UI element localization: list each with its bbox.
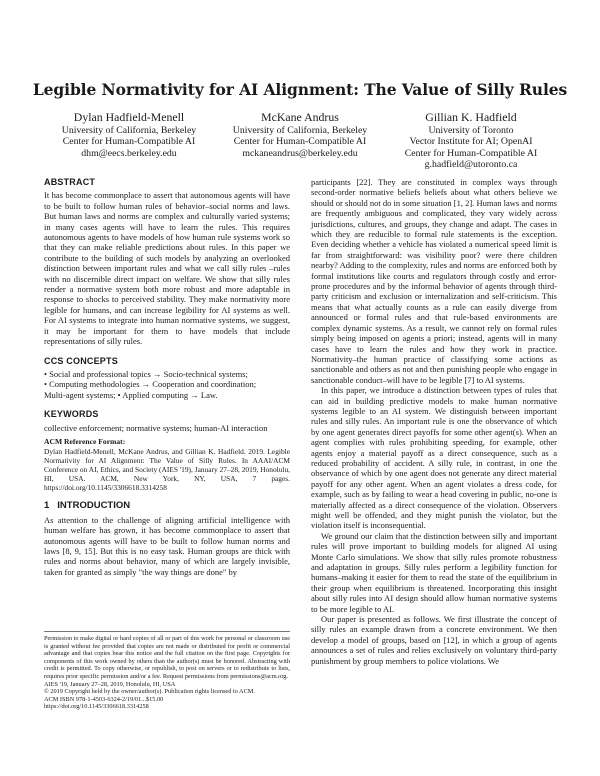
author-affiliation: Center for Human-Compatible AI (404, 147, 538, 159)
reference-format-text: Dylan Hadfield-Menell, McKane Andrus, and Gillian K. Hadfield. 2019. Legible Normativity for AI Alignment: The Value of Silly Rules. In AAAI/ACM Conference on AI, Ethics, and Society (AIES '19), January 27–28, 2019, Honolulu, HI, USA. ACM, New York, NY, USA, 7 pages. https://doi.org/10.1145/3306618.3314258 (44, 447, 290, 493)
section-number: 1 (44, 500, 50, 512)
keywords-heading: KEYWORDS (44, 409, 99, 420)
ccs-heading: CCS CONCEPTS (44, 355, 118, 366)
author-affiliation: University of Toronto (428, 125, 514, 136)
author-name: Gillian K. Hadfield (425, 110, 517, 124)
body-paragraph: We ground our claim that the distinction between silly and important rules will prove important to building models for aligned AI using Monte Carlo simulations. We show that silly rules promote robustness and adaptation in groups. Silly rules perform a legibility function for humans–making it easier for them to read the state of the equilibrium in their group when equilibrium is threatened. Incorporating this insight about silly rules into AI design should allow human normative systems to be more legible to AI. (311, 530, 557, 614)
introduction-heading (44, 501, 290, 511)
author-affiliation: University of California, Berkeley (61, 125, 197, 136)
author-name: McKane Andrus (261, 110, 339, 124)
ccs-concept: • Computing methodologies → Cooperation and coordination; (44, 379, 257, 390)
author-name: Dylan Hadfield-Menell (73, 110, 185, 124)
author-email[interactable]: g.hadfield@utoronto.ca (424, 158, 518, 170)
author-email[interactable]: mckaneandrus@berkeley.edu (242, 147, 358, 159)
author-affiliation: Center for Human-Compatible AI (62, 136, 196, 148)
author-block (44, 110, 556, 170)
left-column (44, 177, 290, 577)
keywords-text: collective enforcement; normative systems; human-AI interaction (44, 422, 268, 433)
conference-line: AIES '19, January 27–28, 2019, Honolulu, HI, USA (44, 680, 176, 688)
author-email[interactable]: dhm@eecs.berkeley.edu (81, 147, 177, 159)
permission-notice: Permission to make digital or hard copies of all or part of this work for personal or classroom use is granted without fee provided that copies are not made or distributed for profit or commercial advantage and that copies bear this notice and the full citation on the first page. Copyrights for components of this work owned by others than the author(s) must be honored. Abstracting with credit is permitted. To copy otherwise, or republish, to post on servers or to redistribute to lists, requires prior specific permission and/or a fee. Request permissions from permissions@acm.org. (44, 635, 290, 680)
author-affiliation: University of California, Berkeley (232, 125, 368, 136)
author-2 (215, 110, 385, 170)
ccs-concept: Multi-agent systems; • Applied computing → Law. (44, 389, 218, 400)
author-1 (44, 110, 214, 170)
copyright-line: © 2019 Copyright held by the owner/author(s). Publication rights licensed to ACM. (44, 688, 255, 696)
abstract-text: It has become commonplace to assert that autonomous agents will have to be built to follow human rules of behavior–social norms and laws. But human laws and norms are complex and culturally varied systems; in many cases agents will have to learn the rules. This requires autonomous agents to have models of how human rule systems work so that they can make reliable predictions about rules. In this paper we contribute to the building of such models by analyzing an overlooked distinction between important rules and what we call silly rules –rules with no discernible direct impact on welfare. We show that silly rules render a normative system both more robust and more adaptable in response to shocks to perceived stability. They make normativity more legible for humans, and can increase legibility for AI systems as well. For AI systems to integrate into human normative systems, we suggest, it may be important for them to have models that include representations of silly rules. (44, 190, 290, 347)
abstract-heading: ABSTRACT (44, 177, 96, 187)
introduction-text: As attention to the challenge of aligning artificial intelligence with human welfare has grown, it has become commonplace to assert that autonomous agents will have to be built to follow human norms and laws [8, 9, 15]. But this is no easy task. Human groups are thick with rules and norms about behavior, many of which are largely invisible, taken for granted as simply "the way things are done" by (44, 514, 290, 577)
copyright-footnote (44, 631, 290, 711)
right-column (311, 177, 557, 666)
ccs-concept: • Social and professional topics → Socio-technical systems; (44, 368, 248, 379)
reference-format-heading: ACM Reference Format: (44, 436, 126, 446)
body-paragraph: In this paper, we introduce a distinction between types of rules that can aid in building predictive models to make human normative systems legible to an AI system. We distinguish between important rules and silly rules. An important rule is one the observance of which by one agent generates direct payoffs for some other agent(s). When an agent complies with rules prohibiting speeding, for example, other agents enjoy a material payoff as a direct consequence, such as a reduced probability of accident. A silly rule, in contrast, in one the observance of which by one agent does not generate any direct material payoff for any other agent. When an agent violates a dress code, for example, such as by failing to wear a head covering in public, no-one is materially affected as a direct consequence of the violation. Observers might well be offended, and they might punish the violator, but the violation itself is inconsequential. (311, 385, 557, 531)
author-affiliation: Vector Institute for AI; OpenAI (409, 136, 533, 148)
doi-link[interactable]: https://doi.org/10.1145/3306618.3314258 (44, 703, 149, 711)
section-title: INTRODUCTION (57, 500, 131, 512)
author-3 (386, 110, 556, 170)
author-affiliation: Center for Human-Compatible AI (233, 136, 367, 148)
body-paragraph: participants [22]. They are constituted in complex ways through second-order normative beliefs beliefs about what others believe we should or should not do in some situation [1, 2]. Human laws and norms are frequently ambiguous and complicated, they vary widely across jurisdictions, cultures, and groups, they change and adapt. The cases in which they are reducible to formal rule statements is the exception. Even deciding whether a vehicle has violated a numerical speed limit is far from straightforward: was visibility poor? were there children nearby? Adding to the complexity, rules and norms are enforced both by formal institutions like courts and regulators through costly and error-prone procedures and by the informal behavior of agents through third-party criticism and exclusion or internalization and self-criticism. This means that what actually counts as a rule can easily diverge from announced or formal rules and that rule-based environments are complex dynamic systems. As a result, we cannot rely on formal rules simply being imposed on agents a priori; instead, agents will in many cases have to learn the rules and how they work in practice. Normativity–the human practice of classifying some actions as sanctionable and others as not and then punishing people who engage in sanctionable conduct–will have to be legible [7] to AI systems. (311, 177, 557, 385)
paper-title: Legible Normativity for AI Alignment: The Value of Silly Rules (32, 80, 568, 99)
body-paragraph: Our paper is presented as follows. We first illustrate the concept of silly rules an example drawn from a concrete environment. We then develop a model of groups, based on [12], in which a group of agents announces a set of rules and relies exclusively on voluntary third-party punishment by group members to police violations. We (311, 614, 557, 666)
isbn-line: ACM ISBN 978-1-4503-6324-2/19/01...$15.00 (44, 695, 164, 703)
